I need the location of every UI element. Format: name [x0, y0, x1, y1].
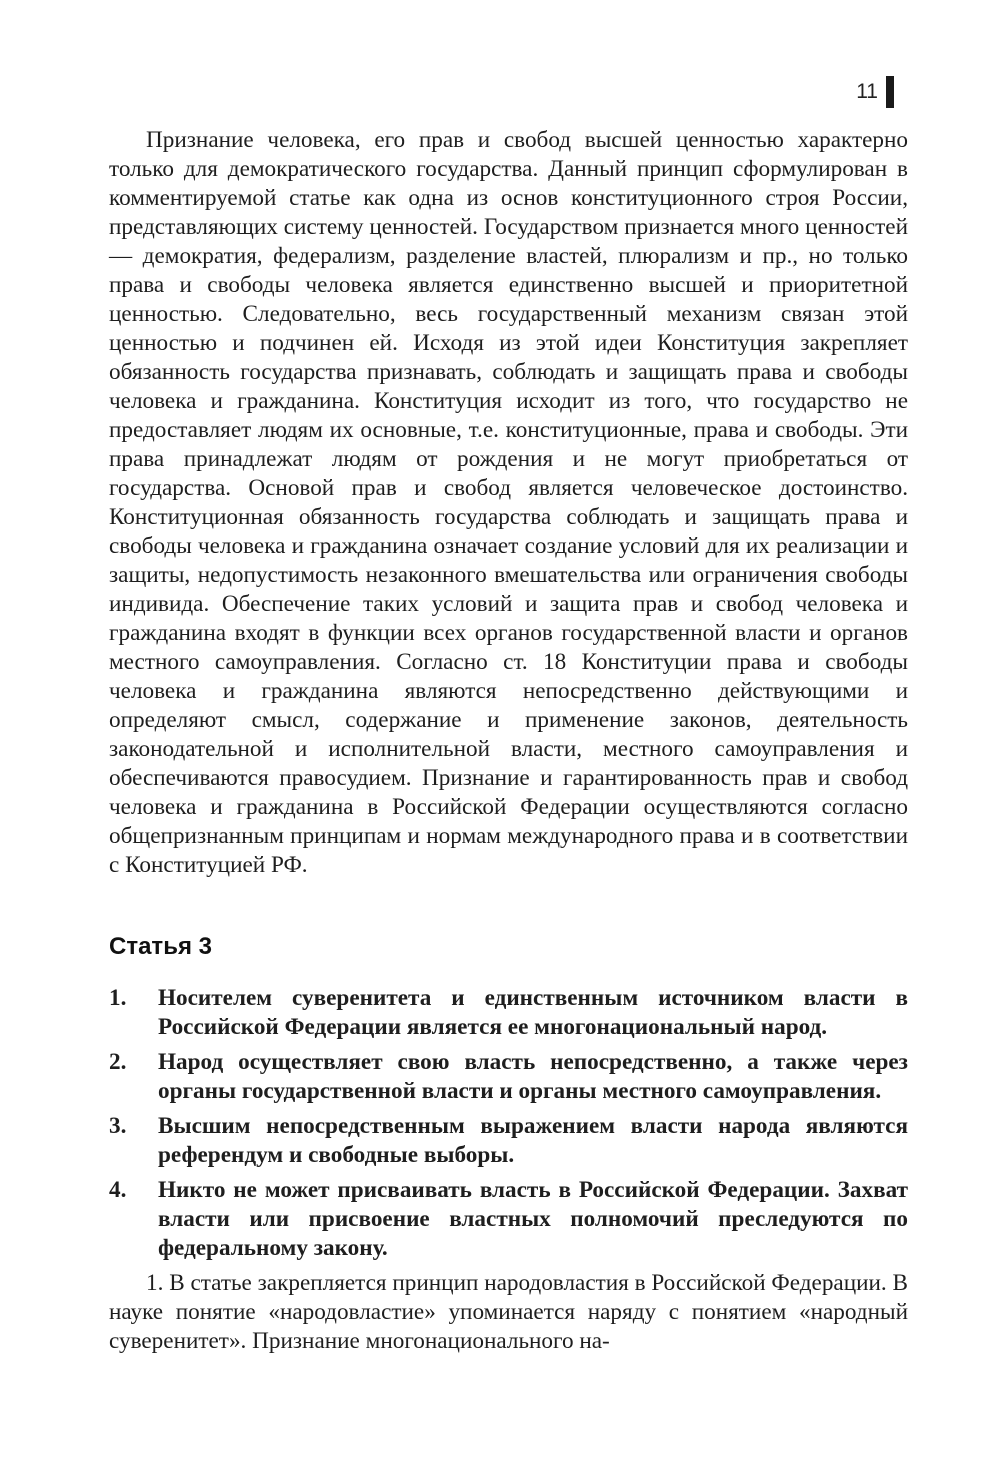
article-item	[109, 1048, 908, 1106]
article-item-text: Народ осуществляет свою власть непосредственно, а также через органы государственной власти и органы местного самоуправления.	[158, 1049, 908, 1104]
article-item-number: 1.	[109, 985, 127, 1011]
article-item-number: 3.	[109, 1113, 127, 1139]
article-item-text: Носителем суверенитета и единственным источником власти в Российской Федерации является ее многонациональный народ.	[158, 985, 908, 1040]
article-list	[109, 984, 908, 1263]
page-number-text: 11	[856, 80, 878, 103]
article-item-text: Высшим непосредственным выражением власти народа являются референдум и свободные выборы.	[158, 1113, 908, 1168]
article-item	[109, 1112, 908, 1170]
article-heading: Статья 3	[109, 933, 212, 960]
intro-paragraph: Признание человека, его прав и свобод высшей ценностью характерно только для демократического государства. Данный принцип сформулирован в комментируемой статье как одна из основ конституционного строя России, представляющих систему ценностей. Государством признается много ценностей — демократия, федерализм, разделение властей, плюрализм и пр., но только права и свободы человека является единственно высшей и приоритетной ценностью. Следовательно, весь государственный механизм связан этой ценностью и подчинен ей. Исходя из этой идеи Конституция закрепляет обязанность государства признавать, соблюдать и защищать права и свободы человека и гражданина. Конституция исходит из того, что государство не предоставляет людям их основные, т.е. конституционные, права и свободы. Эти права принадлежат людям от рождения и не могут приобретаться от государства. Основой прав и свобод является человеческое достоинство. Конституционная обязанность государства соблюдать и защищать права и свободы человека и гражданина означает создание условий для их реализации и защиты, недопустимость незаконного вмешательства или ограничения свободы индивида. Обеспечение таких условий и защита прав и свобод человека и гражданина входят в функции всех органов государственной власти и органов местного самоуправления. Согласно ст. 18 Конституции права и свободы человека и гражданина являются непосредственно действующими и определяют смысл, содержание и применение законов, деятельность законодательной и исполнительной власти, местного самоуправления и обеспечиваются правосудием. Признание и гарантированность прав и свобод человека и гражданина в Российской Федерации осуществляются согласно общепризнанным принципам и нормам международного права и в соответствии с Конституцией РФ.	[109, 127, 908, 878]
article-item-number: 4.	[109, 1177, 127, 1203]
page-marker-bar	[886, 76, 894, 108]
commentary-paragraph: 1. В статье закрепляется принцип народовластия в Российской Федерации. В науке понятие «народовластие» упоминается наряду с понятием «народный суверенитет». Признание многонационального на-	[109, 1270, 908, 1354]
page-number	[856, 76, 894, 108]
page-body	[109, 126, 908, 1356]
article-item	[109, 1176, 908, 1263]
article-item-number: 2.	[109, 1049, 127, 1075]
article-item	[109, 984, 908, 1042]
article-item-text: Никто не может присваивать власть в Российской Федерации. Захват власти или присвоение властных полномочий преследуются по федеральному закону.	[158, 1177, 908, 1261]
